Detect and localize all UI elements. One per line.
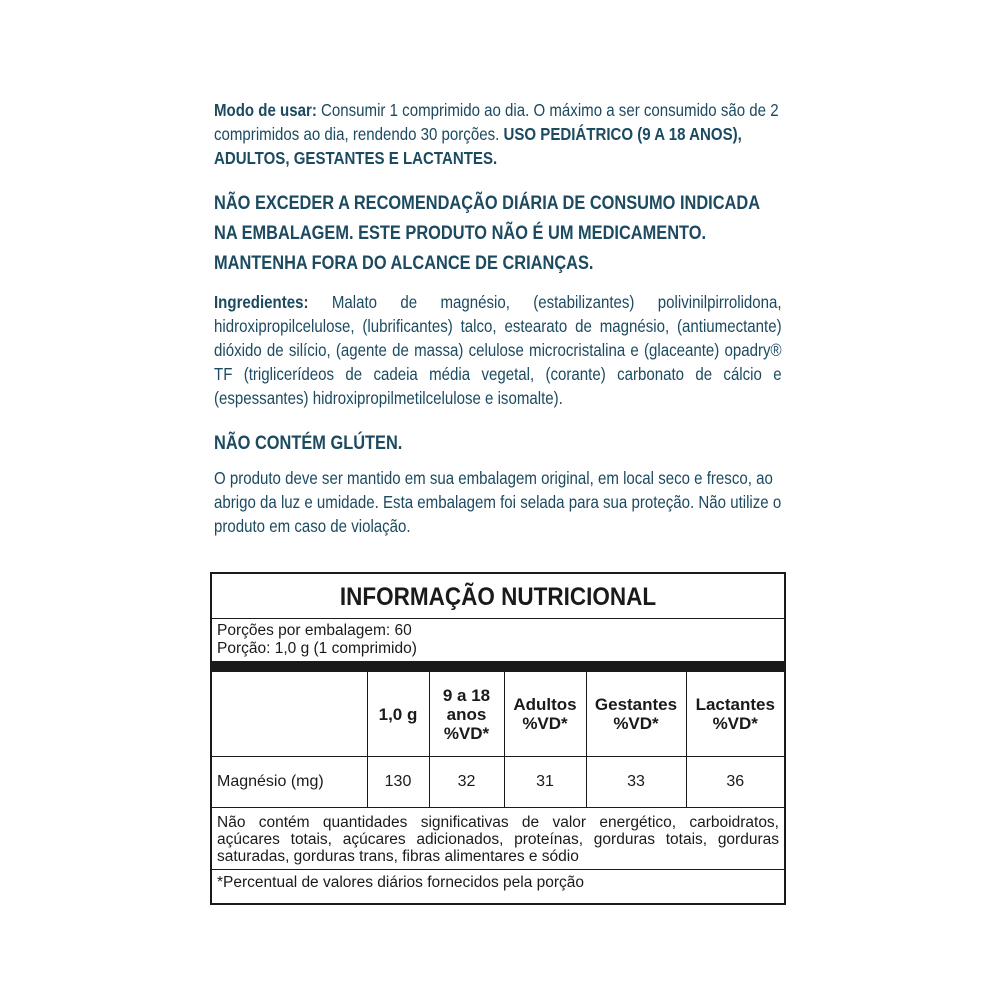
vd-lactantes: 36 (686, 757, 784, 808)
warning-text: NÃO EXCEDER A RECOMENDAÇÃO DIÁRIA DE CONSUMO INDICADA NA EMBALAGEM. ESTE PRODUTO NÃO É UM MEDICAMENTO. MANTENHA FORA DO ALCANCE DE CRIANÇAS. (214, 192, 760, 274)
nutrition-facts-table (210, 572, 786, 905)
usage-instructions (214, 98, 782, 170)
ingredients (214, 290, 782, 410)
nutrition-servings (212, 618, 784, 661)
header-cell-gestantes: Gestantes %VD* (586, 672, 686, 757)
thick-divider (212, 661, 784, 671)
nutrient-name: Magnésio (mg) (212, 757, 367, 808)
storage-instructions: O produto deve ser mantido em sua embalagem original, em local seco e fresco, ao abrigo da luz e umidade. Esta embalagem foi selada para sua proteção. Não utilize o produto em caso de violação. (214, 468, 782, 536)
usage-label: Modo de usar: (214, 100, 317, 120)
usage-text: Consumir 1 comprimido ao dia. O máximo a ser consumido são de 2 comprimidos ao dia, rendendo 30 porções. (214, 100, 779, 144)
gluten-statement: NÃO CONTÉM GLÚTEN. (214, 432, 403, 454)
vd-gestantes: 33 (586, 757, 686, 808)
vd-adultos: 31 (504, 757, 586, 808)
usage-emphasis: USO PEDIÁTRICO (9 A 18 ANOS), ADULTOS, GESTANTES E LACTANTES. (214, 124, 742, 168)
serving-size: Porção: 1,0 g (1 comprimido) (217, 640, 417, 657)
nutrition-footnote: *Percentual de valores diários fornecidos pela porção (212, 869, 784, 896)
header-cell-empty (212, 672, 367, 757)
nutrient-amount: 130 (367, 757, 429, 808)
servings-per-package: Porções por embalagem: 60 (217, 622, 412, 639)
header-cell-9-18: 9 a 18 anos %VD* (429, 672, 504, 757)
nutrition-header-row (212, 672, 784, 757)
header-cell-lactantes: Lactantes %VD* (686, 672, 784, 757)
header-cell-adultos: Adultos %VD* (504, 672, 586, 757)
nutrition-grid (212, 671, 784, 808)
ingredients-label: Ingredientes: (214, 292, 309, 312)
ingredients-text: Malato de magnésio, (estabilizantes) polivinilpirrolidona, hidroxipropilcelulose, (lubrificantes) talco, estearato de magnésio, (antiumectante) dióxido de silício, (agente de massa) celulose microcristalina e (glaceante) opadry® TF (triglicerídeos de cadeia média vegetal, (corante) carbonato de cálcio e (espessantes) hidroxipropilmetilcelulose e isomalte). (214, 292, 782, 408)
header-cell-amount: 1,0 g (367, 672, 429, 757)
nutrition-note: Não contém quantidades significativas de valor energético, carboidratos, açúcares totais, açúcares adicionados, proteínas, gorduras totais, gorduras saturadas, gorduras trans, fibras alimentares e sódio (217, 814, 779, 865)
nutrition-title: INFORMAÇÃO NUTRICIONAL (339, 583, 657, 611)
table-row (212, 757, 784, 808)
vd-9-18: 32 (429, 757, 504, 808)
